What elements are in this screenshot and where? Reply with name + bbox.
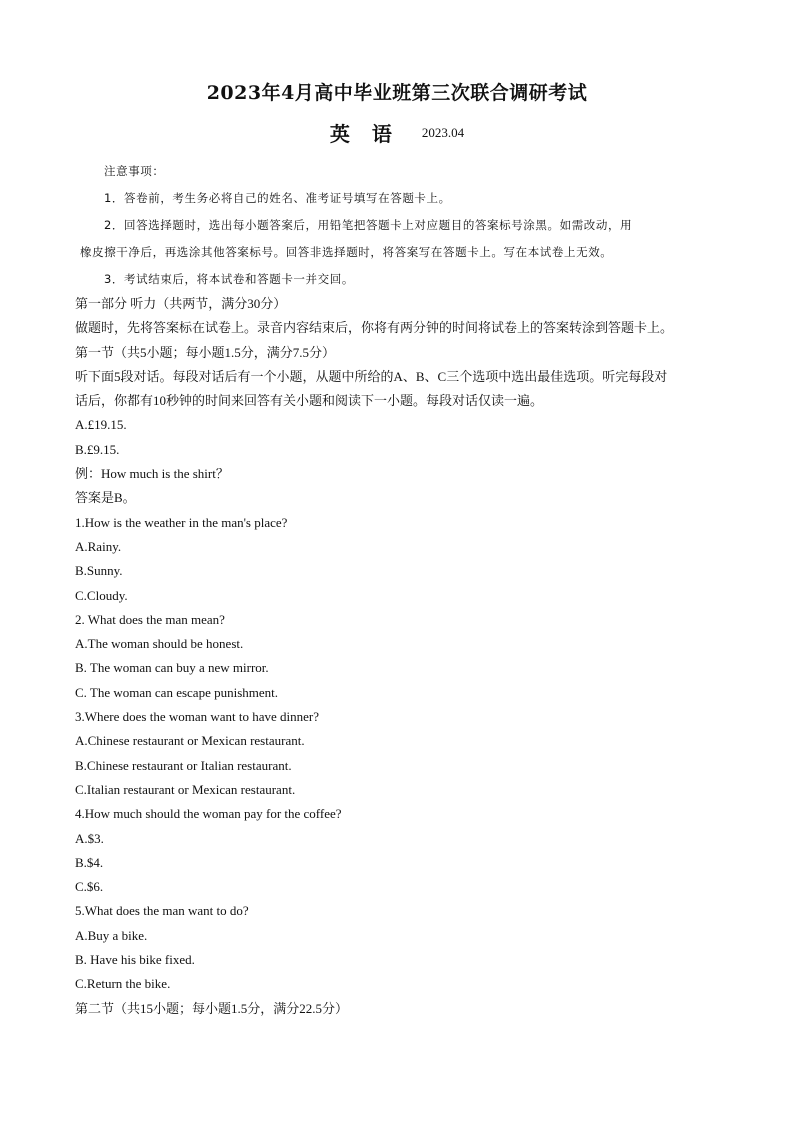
notes-item-1: 1．答卷前，考生务必将自己的姓名、准考证号填写在答题卡上。	[104, 191, 451, 205]
notes-block	[80, 158, 729, 293]
question-3-option-a: A.Chinese restaurant or Mexican restaurant.	[75, 733, 305, 749]
notes-item-3: 3．考试结束后，将本试卷和答题卡一并交回。	[104, 272, 354, 286]
question-5-option-b: B. Have his bike fixed.	[75, 952, 195, 968]
question-2-option-a: A.The woman should be honest.	[75, 636, 244, 652]
question-2-option-b: B. The woman can buy a new mirror.	[75, 660, 269, 676]
question-5: 5.What does the man want to do?	[75, 903, 249, 919]
question-4-option-c: C.$6.	[75, 879, 104, 895]
question-3-option-c: C.Italian restaurant or Mexican restaurant.	[75, 781, 296, 797]
question-3-option-b: B.Chinese restaurant or Italian restaurant.	[75, 757, 292, 773]
question-1-option-a: A.Rainy.	[75, 538, 122, 554]
example-option-a: A.£19.15.	[75, 417, 127, 433]
question-4-option-a: A.$3.	[75, 830, 104, 846]
listening-part	[75, 292, 735, 1021]
subject-name: 英语	[329, 122, 414, 146]
subject-line	[0, 118, 794, 147]
question-4-option-b: B.$4.	[75, 854, 104, 870]
notes-item-2-line-2: 橡皮擦干净后，再选涂其他答案标号。回答非选择题时，将答案写在答题卡上。写在本试卷上无效。	[80, 245, 613, 259]
notes-heading: 注意事项：	[104, 164, 165, 178]
section2-heading: 第二节（共15小题；每小题1.5分，满分22.5分）	[75, 1000, 349, 1016]
question-5-option-c: C.Return the bike.	[75, 976, 171, 992]
question-2: 2. What does the man mean?	[75, 611, 225, 627]
exam-date: 2023.04	[421, 124, 465, 140]
section1-instruction-line-1: 听下面5段对话。每段对话后有一个小题，从题中所给的A、B、C三个选项中选出最佳选项。听完每段对	[75, 368, 668, 384]
part1-heading: 第一部分 听力（共两节，满分30分）	[75, 296, 287, 311]
example-option-b: B.£9.15.	[75, 441, 120, 457]
question-5-option-a: A.Buy a bike.	[75, 927, 148, 943]
section1-heading: 第一节（共5小题；每小题1.5分，满分7.5分）	[75, 344, 336, 360]
question-2-option-c: C. The woman can escape punishment.	[75, 684, 279, 700]
part1-instruction: 做题时，先将答案标在试卷上。录音内容结束后，你将有两分钟的时间将试卷上的答案转涂到答题卡上。	[75, 320, 674, 336]
question-1: 1.How is the weather in the man's place?	[75, 514, 288, 530]
example-question: 例：How much is the shirt？	[75, 466, 229, 482]
question-1-option-b: B.Sunny.	[75, 563, 123, 579]
question-3: 3.Where does the woman want to have dinner?	[75, 709, 320, 725]
question-1-option-c: C.Cloudy.	[75, 587, 128, 603]
question-4: 4.How much should the woman pay for the coffee?	[75, 806, 342, 822]
notes-item-2-line-1: 2．回答选择题时，选出每小题答案后，用铅笔把答题卡上对应题目的答案标号涂黑。如需改动，用	[104, 218, 633, 232]
example-answer: 答案是B。	[75, 490, 136, 506]
section1-instruction-line-2: 话后，你都有10秒钟的时间来回答有关小题和阅读下一小题。每段对话仅读一遍。	[75, 393, 544, 409]
exam-title: 2023年4月高中毕业班第三次联合调研考试	[206, 82, 588, 104]
